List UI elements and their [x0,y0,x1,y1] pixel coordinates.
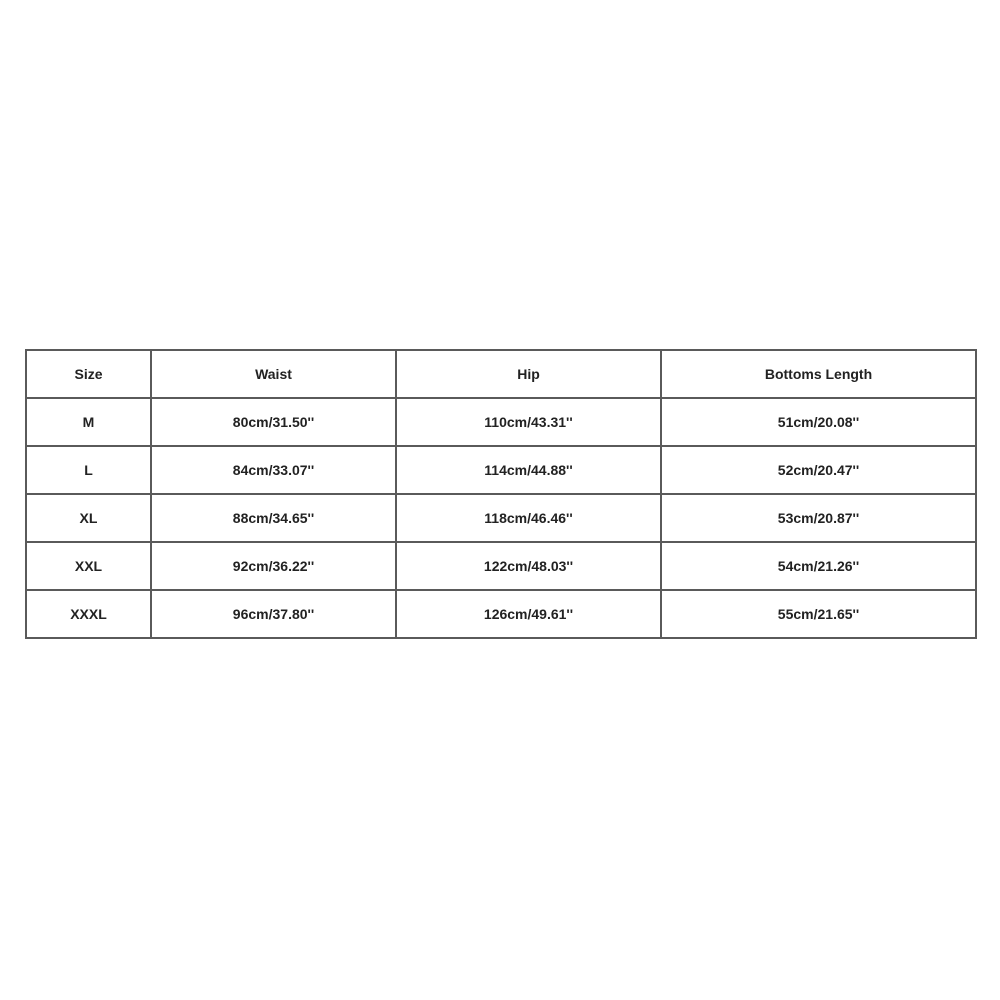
table-row [26,398,976,446]
cell-size: XXXL [26,590,151,638]
header-bottoms-length: Bottoms Length [661,350,976,398]
cell-bottoms-length: 54cm/21.26'' [661,542,976,590]
cell-hip: 126cm/49.61'' [396,590,661,638]
cell-hip: 110cm/43.31'' [396,398,661,446]
cell-bottoms-length: 55cm/21.65'' [661,590,976,638]
table-row [26,446,976,494]
table-row [26,590,976,638]
header-hip: Hip [396,350,661,398]
cell-waist: 92cm/36.22'' [151,542,396,590]
table-body [26,398,976,638]
cell-waist: 96cm/37.80'' [151,590,396,638]
cell-size: L [26,446,151,494]
cell-waist: 88cm/34.65'' [151,494,396,542]
cell-waist: 84cm/33.07'' [151,446,396,494]
header-waist: Waist [151,350,396,398]
cell-size: XL [26,494,151,542]
header-row [26,350,976,398]
cell-hip: 118cm/46.46'' [396,494,661,542]
cell-bottoms-length: 52cm/20.47'' [661,446,976,494]
cell-bottoms-length: 53cm/20.87'' [661,494,976,542]
table-row [26,542,976,590]
header-size: Size [26,350,151,398]
cell-hip: 114cm/44.88'' [396,446,661,494]
cell-waist: 80cm/31.50'' [151,398,396,446]
table-row [26,494,976,542]
cell-size: M [26,398,151,446]
cell-bottoms-length: 51cm/20.08'' [661,398,976,446]
cell-size: XXL [26,542,151,590]
table-header [26,350,976,398]
size-chart-table [25,349,977,639]
cell-hip: 122cm/48.03'' [396,542,661,590]
